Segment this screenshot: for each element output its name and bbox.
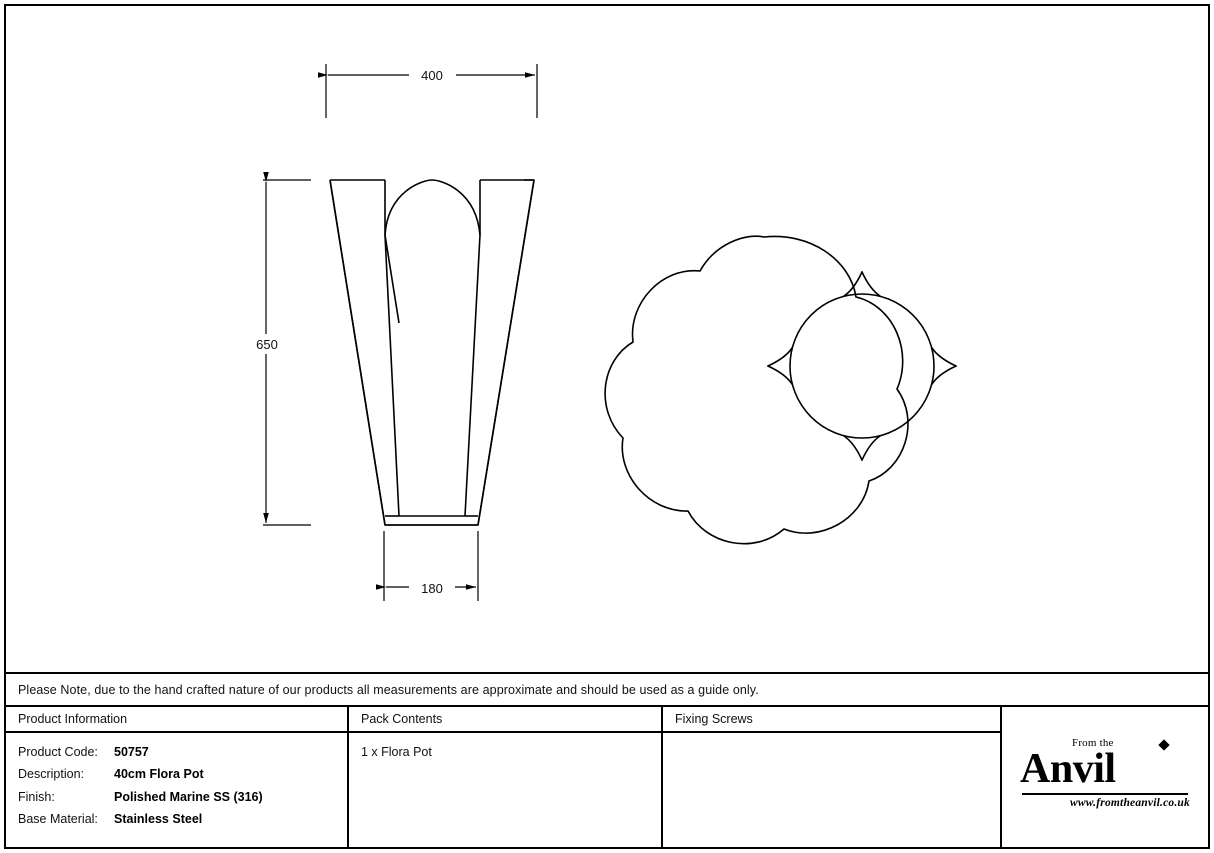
description-label: Description: (18, 767, 84, 782)
dimension-400 (326, 64, 537, 118)
pack-contents-column (349, 707, 663, 847)
dimension-650 (244, 180, 311, 525)
logo-column (1002, 707, 1208, 847)
product-code-value: 50757 (114, 745, 149, 759)
spec-row (18, 812, 335, 826)
pack-contents-item: 1 x Flora Pot (361, 745, 432, 759)
base-material-label: Base Material: (18, 812, 98, 827)
dimension-180-label: 180 (421, 581, 443, 596)
front-elevation-view (330, 180, 534, 525)
product-information-header: Product Information (6, 707, 347, 733)
logo-divider (1022, 793, 1188, 795)
dimension-400-label: 400 (421, 68, 443, 83)
description-value: 40cm Flora Pot (114, 767, 204, 782)
fixing-screws-header: Fixing Screws (663, 707, 1000, 733)
plan-view (605, 236, 956, 544)
disclaimer-note-text: Please Note, due to the hand crafted nature of our products all measurements are approximate and should be used as a guide only. (18, 682, 759, 697)
technical-drawing-area (4, 4, 1210, 672)
fixing-screws-column (663, 707, 1002, 847)
diamond-icon (1158, 739, 1169, 750)
spec-row (18, 767, 335, 781)
spec-row (18, 790, 335, 804)
dimension-180 (384, 531, 478, 601)
dimension-650-label: 650 (256, 337, 278, 352)
product-code-label: Product Code: (18, 745, 98, 759)
information-table (6, 705, 1208, 847)
finish-value: Polished Marine SS (316) (114, 789, 263, 804)
finish-label: Finish: (18, 789, 55, 804)
logo-anvil-text: Anvil (1020, 746, 1116, 792)
logo-from-text: From the (1072, 737, 1114, 749)
spec-row (18, 745, 335, 759)
product-information-body (6, 733, 347, 827)
logo-url-text: www.fromtheanvil.co.uk (1070, 797, 1190, 809)
pack-contents-header: Pack Contents (349, 707, 661, 733)
brand-logo (1002, 707, 1208, 847)
product-information-column (6, 707, 349, 847)
disclaimer-note (6, 672, 1208, 705)
base-material-value: Stainless Steel (114, 812, 203, 827)
